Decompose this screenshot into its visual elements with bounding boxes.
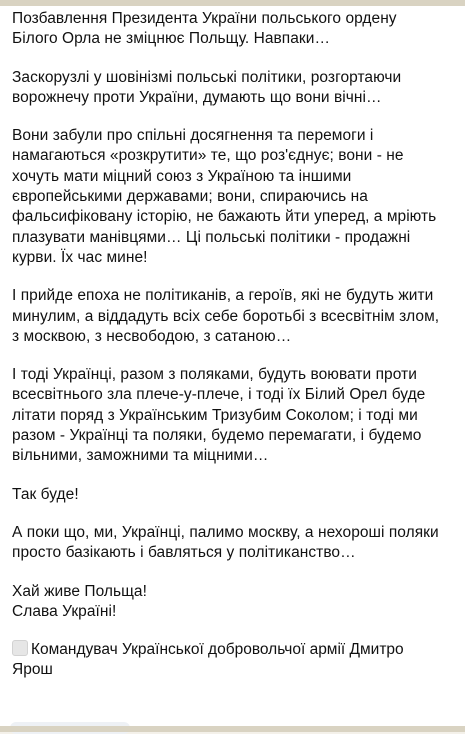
message-paragraph-4: І прийде епоха не політиканів, а героїв, які не будуть жити минулим, а віддадуть всіх себе боротьбі з всесвітнім злом, з москвою, з несвободою, з сатаною…: [12, 287, 440, 345]
message-paragraph-8: Хай живе Польща! Слава Україні!: [12, 582, 147, 620]
message-paragraph-5: І тоді Українці, разом з поляками, будуть воювати проти всесвітнього зла плече-у-плече, і тоді їх Білий Орел буде літати поряд з Українським Тризубим Соколом; і тоді ми разом - Українці та поляки, будемо перемагати, і будемо вільними, заможними та міцними…: [12, 366, 426, 465]
message-signature: [12, 640, 451, 681]
message-paragraph-2: Заскорузлі у шовінізмі польські політики, розгортаючи ворожнечу проти України, думають що вони вічні…: [12, 68, 402, 106]
message-paragraph-3: Вони забули про спільні досягнення та перемоги і намагаються «розкрутити» те, що роз'єднує; вони - не хочуть мати міцний союз з Україною та іншими європейськими державами; вони, спираючись на фальсифіковану історію, не бажають йти уперед, а мріють плазувати манівцями… Ці польські політики - продажні курви. Їх час мине!: [12, 127, 437, 266]
message-bubble[interactable]: [0, 6, 465, 726]
message-paragraph-7: А поки що, ми, Українці, палимо москву, а нехороші поляки просто базікають і бавляться у політиканство…: [12, 523, 439, 562]
message-paragraph-1: Позбавлення Президента України польського ордену Білого Орла не зміцнює Польщу. Навпаки…: [12, 10, 397, 48]
signature-text: Командувач Української добровольчої армії Дмитро Ярош: [12, 641, 404, 679]
chat-background-bottom: [0, 726, 465, 732]
flag-icon: [12, 640, 28, 656]
message-paragraph-6: Так буде!: [12, 485, 79, 503]
